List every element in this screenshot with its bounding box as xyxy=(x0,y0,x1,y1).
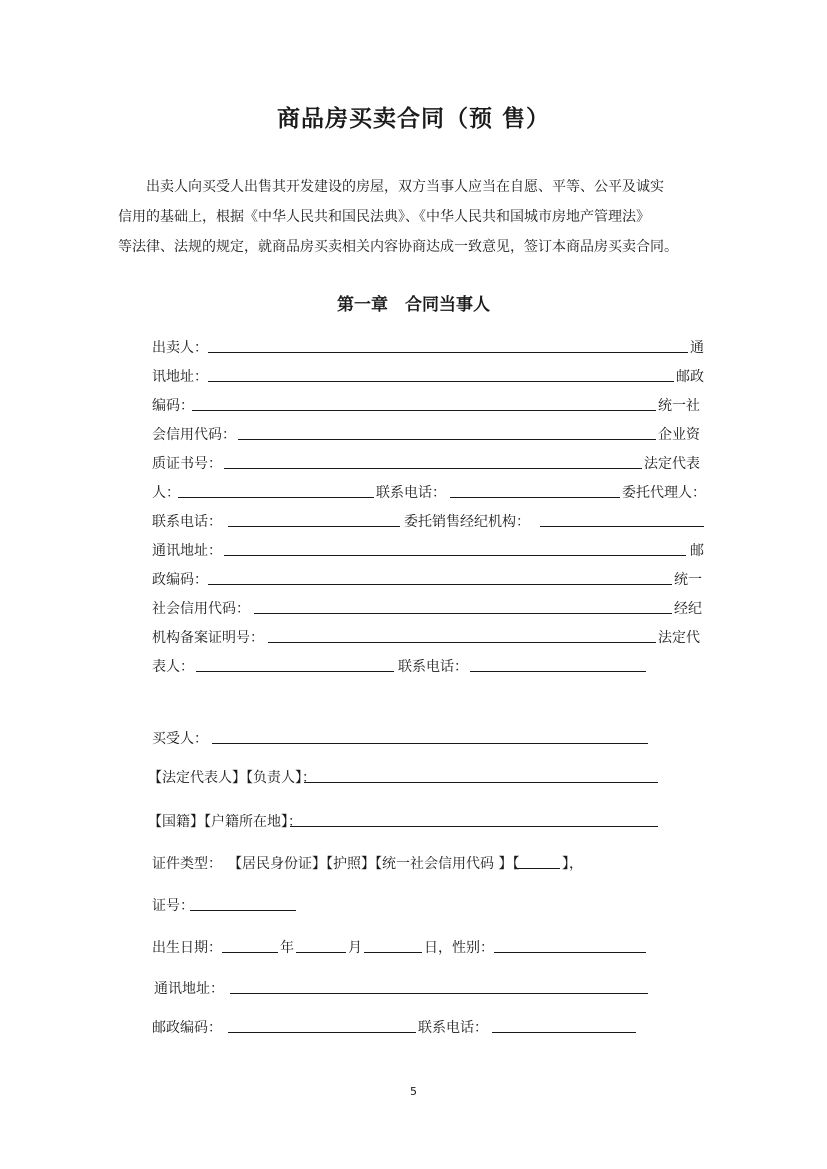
field-label: 经纪 xyxy=(674,601,702,617)
birth-year-blank[interactable] xyxy=(222,952,278,953)
field-label: 年 xyxy=(280,940,294,956)
intro-line: 信用的基础上，根据《中华人民共和国民法典》、《中华人民共和国城市房地产管理法》 xyxy=(118,209,650,225)
field-label: 人： xyxy=(152,485,180,501)
phone-blank[interactable] xyxy=(492,1032,636,1033)
field-label: 买受人： xyxy=(152,731,208,747)
field-label: 【法定代表人】【负责人】： xyxy=(148,770,316,786)
field-label: 法定代表 xyxy=(644,456,700,472)
blank-line[interactable] xyxy=(268,642,656,643)
blank-line[interactable] xyxy=(192,410,656,411)
document-title: 商品房买卖合同（预 售） xyxy=(276,106,550,132)
field-label: 通讯地址： xyxy=(154,981,224,997)
field-label: 通讯地址： xyxy=(152,543,222,559)
field-label: 企业资 xyxy=(658,427,700,443)
blank-line[interactable] xyxy=(196,671,394,672)
nationality-blank[interactable] xyxy=(290,826,658,827)
field-label: 法定代 xyxy=(658,630,700,646)
field-label: 【国籍】【户籍所在地】： xyxy=(148,814,302,830)
field-label: 社会信用代码： xyxy=(152,601,250,617)
field-label: 邮政 xyxy=(676,369,704,385)
blank-line[interactable] xyxy=(450,497,620,498)
blank-line[interactable] xyxy=(238,439,656,440)
field-label: 邮政编码： xyxy=(152,1020,222,1036)
gender-blank[interactable] xyxy=(494,952,646,953)
buyer-name-blank[interactable] xyxy=(212,743,648,744)
field-label: 月 xyxy=(348,940,362,956)
field-label: 邮 xyxy=(690,543,704,559)
address-blank[interactable] xyxy=(230,993,648,994)
blank-line[interactable] xyxy=(208,352,688,353)
intro-paragraph xyxy=(118,172,718,262)
field-label: 委托销售经纪机构： xyxy=(404,514,530,530)
field-label: 出卖人： xyxy=(152,340,208,356)
blank-line[interactable] xyxy=(228,526,400,527)
field-label: 编码： xyxy=(152,398,194,414)
blank-line[interactable] xyxy=(224,555,686,556)
intro-line: 等法律、法规的规定，就商品房买卖相关内容协商达成一致意见，签订本商品房买卖合同。 xyxy=(118,239,678,255)
field-label: 联系电话： xyxy=(418,1020,488,1036)
field-label: 出生日期： xyxy=(152,940,222,956)
blank-line[interactable] xyxy=(208,381,674,382)
id-type-options[interactable]: 【居民身份证】【护照】【统一社会信用代码 】【 xyxy=(228,856,520,872)
field-label: 通 xyxy=(690,340,704,356)
field-label: 质证书号： xyxy=(152,456,222,472)
field-label: 联系电话： xyxy=(152,514,222,530)
representative-blank[interactable] xyxy=(304,782,658,783)
blank-line[interactable] xyxy=(208,584,672,585)
blank-line[interactable] xyxy=(470,671,646,672)
blank-line[interactable] xyxy=(254,613,672,614)
field-label: 表人： xyxy=(152,659,194,675)
field-label: 】， xyxy=(562,856,583,872)
field-label: 机构备案证明号： xyxy=(152,630,264,646)
field-label: 统一 xyxy=(674,572,702,588)
field-label: 证号： xyxy=(152,898,194,914)
chapter-heading: 第一章 合同当事人 xyxy=(337,295,490,315)
birth-day-blank[interactable] xyxy=(364,952,422,953)
birth-month-blank[interactable] xyxy=(296,952,346,953)
field-label: 讯地址： xyxy=(152,369,208,385)
field-label: 统一社 xyxy=(658,398,700,414)
id-number-blank[interactable] xyxy=(190,910,296,911)
blank-line[interactable] xyxy=(540,526,704,527)
field-label: 会信用代码： xyxy=(152,427,236,443)
field-label: 联系电话： xyxy=(376,485,446,501)
field-label: 委托代理人： xyxy=(622,485,706,501)
field-label: 日，性别： xyxy=(424,940,494,956)
field-label: 证件类型： xyxy=(152,856,222,872)
blank-line[interactable] xyxy=(178,497,374,498)
field-label: 联系电话： xyxy=(398,659,468,675)
intro-line: 出卖人向买受人出售其开发建设的房屋，双方当事人应当在自愿、平等、公平及诚实 xyxy=(146,179,664,195)
field-label: 政编码： xyxy=(152,572,208,588)
postcode-blank[interactable] xyxy=(228,1032,416,1033)
blank-line[interactable] xyxy=(516,868,560,869)
page-number: 5 xyxy=(410,1085,417,1098)
blank-line[interactable] xyxy=(224,468,642,469)
